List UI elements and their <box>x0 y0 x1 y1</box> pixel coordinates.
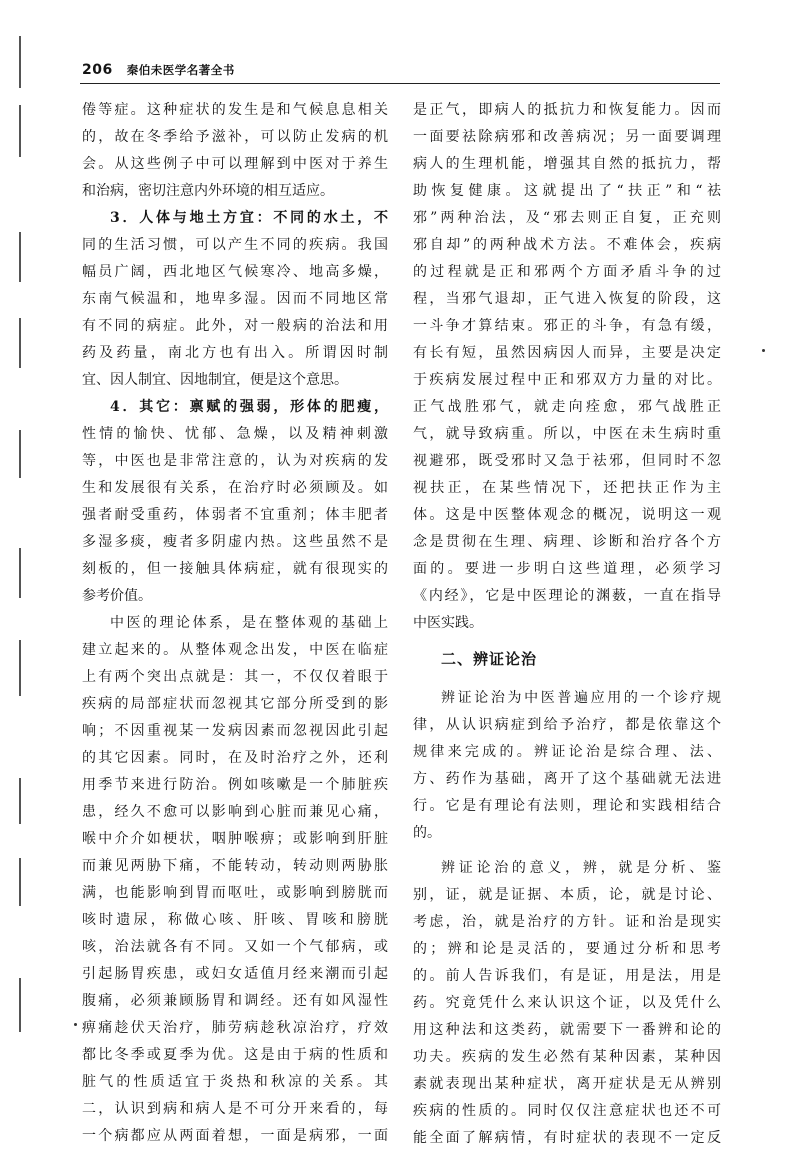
text-line: 的，故在冬季给予滋补，可以防止发病的机 <box>82 129 388 145</box>
text-line: 气，就导致病重。所以，中医在未生病时重 <box>413 426 721 442</box>
right-column <box>413 97 721 1152</box>
left-column <box>82 97 388 1150</box>
header-rule <box>80 83 720 84</box>
book-title: 秦伯未医学名著全书 <box>126 63 235 77</box>
binding-mark-3 <box>19 232 21 282</box>
binding-mark-6 <box>19 548 21 598</box>
text-line: 强者耐受重药，体弱者不宜重剂；体丰肥者 <box>82 507 388 523</box>
text-line: 倦等症。这种症状的发生是和气候息息相关 <box>82 102 388 118</box>
stray-dot <box>762 349 765 352</box>
text-line: 幅员广阔，西北地区气候寒冷、地高多燥， <box>82 264 388 280</box>
text-line: 中医实践。 <box>413 615 483 631</box>
text-line: 建立起来的。从整体观念出发，中医在临症 <box>82 642 388 658</box>
text-line: 腹痛，必须兼顾肠胃和调经。还有如风湿性 <box>82 993 388 1009</box>
text-line: 咳，治法就各有不同。又如一个气郁病，或 <box>82 939 388 955</box>
text-line: 刻板的，但一接触具体病症，就有很现实的 <box>82 561 388 577</box>
text-line: 的。 <box>413 825 441 841</box>
text-line: 二，认识到病和病人是不可分开来看的，每 <box>82 1101 388 1117</box>
text-line: 痹痛趁伏天治疗，肺劳病趁秋凉治疗，疗效 <box>82 1020 388 1036</box>
text-line: 功夫。疾病的发生必然有某种因素，某种因 <box>413 1049 721 1065</box>
text-line: 的其它因素。同时，在及时治疗之外，还利 <box>82 750 388 766</box>
text-line: 东南气候温和，地卑多湿。因而不同地区常 <box>82 291 388 307</box>
text-line: 脏气的性质适宜于炎热和秋凉的关系。其 <box>82 1074 388 1090</box>
binding-mark-10 <box>19 978 21 1032</box>
text-line: 规律来完成的。辨证论治是综合理、法、 <box>413 744 721 760</box>
text-line: 3．人体与地土方宜：不同的水土，不 <box>110 210 388 226</box>
paragraph-gap <box>413 847 721 855</box>
text-line: 辨证论治为中医普遍应用的一个诊疗规 <box>441 690 721 706</box>
text-line: 视避邪，既受邪时又急于祛邪，但同时不忽 <box>413 453 721 469</box>
text-line: 考虑，治，就是治疗的方针。证和治是现实 <box>413 914 721 930</box>
text-line: 都比冬季或夏季为优。这是由于病的性质和 <box>82 1047 388 1063</box>
text-line: 满，也能影响到胃而呕吐，或影响到膀胱而 <box>82 885 388 901</box>
text-line: 方、药作为基础，离开了这个基础就无法进 <box>413 771 721 787</box>
text-line: 同的生活习惯，可以产生不同的疾病。我国 <box>82 237 388 253</box>
text-line: 辨证论治的意义，辨，就是分析、鉴 <box>441 860 721 876</box>
binding-mark-7 <box>19 640 21 696</box>
binding-mark-9 <box>19 858 21 906</box>
page-number: 206 <box>82 62 113 78</box>
section-heading: 二、辨证论治 <box>441 650 538 668</box>
text-line: 响；不因重视某一发病因素而忽视因此引起 <box>82 723 388 739</box>
text-line: 有长有短，虽然因病因人而异，主要是决定 <box>413 345 721 361</box>
text-line: 多湿多痰，瘦者多阴虚内热。这些虽然不是 <box>82 534 388 550</box>
stray-dot <box>74 1023 77 1026</box>
text-line: 别，证，就是证据、本质，论，就是讨论、 <box>413 887 721 903</box>
text-line: 是正气，即病人的抵抗力和恢复能力。因而 <box>413 102 721 118</box>
text-line: 咳时遗尿，称做心咳、肝咳、胃咳和膀胱 <box>82 912 388 928</box>
text-line: 宜、因人制宜、因地制宜，便是这个意思。 <box>82 372 348 388</box>
text-line: 程，当邪气退却，正气进入恢复的阶段，这 <box>413 291 721 307</box>
text-line: 用季节来进行防治。例如咳嗽是一个肺脏疾 <box>82 777 388 793</box>
binding-mark-8 <box>19 778 21 824</box>
binding-mark-4 <box>19 318 21 368</box>
text-line: 邪”两种治法，及“邪去则正自复，正充则 <box>413 210 721 226</box>
text-line: 生和发展很有关系，在治疗时必须顾及。如 <box>82 480 388 496</box>
text-line: 参考价值。 <box>82 588 152 604</box>
text-line: 能全面了解病情，有时症状的表现不一定反 <box>413 1130 721 1146</box>
text-line: 的；辨和论是灵活的，要通过分析和思考 <box>413 941 721 957</box>
text-line: 面的。要进一步明白这些道理，必须学习 <box>413 561 721 577</box>
text-line: 体。这是中医整体观念的概况，说明这一观 <box>413 507 721 523</box>
binding-mark-2 <box>19 105 21 157</box>
text-line: 引起肠胃疾患，或妇女适值月经来潮而引起 <box>82 966 388 982</box>
binding-mark-5 <box>19 430 21 478</box>
text-line: 患，经久不愈可以影响到心脏而兼见心痛， <box>82 804 388 820</box>
text-line: 药。究竟凭什么来认识这个证，以及凭什么 <box>413 995 721 1011</box>
text-line: 一斗争才算结束。邪正的斗争，有急有缓， <box>413 318 721 334</box>
text-line: 一面要祛除病邪和改善病况；另一面要调理 <box>413 129 721 145</box>
text-line: 喉中介介如梗状，咽肿喉痹；或影响到肝脏 <box>82 831 388 847</box>
text-line: 行。它是有理论有法则，理论和实践相结合 <box>413 798 721 814</box>
text-line: 疾病的局部症状而忽视其它部分所受到的影 <box>82 696 388 712</box>
text-line: 和治病，密切注意内外环境的相互适应。 <box>82 183 334 199</box>
text-line: 会。从这些例子中可以理解到中医对于养生 <box>82 156 388 172</box>
text-line: 而兼见两胁下痛，不能转动，转动则两胁胀 <box>82 858 388 874</box>
text-line: 的。前人告诉我们，有是证，用是法，用是 <box>413 968 721 984</box>
text-line: 一个病都应从两面着想，一面是病邪，一面 <box>82 1128 388 1144</box>
text-line: 用这种法和这类药，就需要下一番辨和论的 <box>413 1022 721 1038</box>
text-line: 有不同的病症。此外，对一般病的治法和用 <box>82 318 388 334</box>
text-line: 正气战胜邪气，就走向痊愈，邪气战胜正 <box>413 399 721 415</box>
text-line: 素就表现出某种症状，离开症状是无从辨别 <box>413 1076 721 1092</box>
text-line: 疾病的性质的。同时仅仅注意症状也还不可 <box>413 1103 721 1119</box>
text-line: 助恢复健康。这就提出了“扶正”和“祛 <box>413 183 721 199</box>
text-line: 律，从认识病症到给予治疗，都是依靠这个 <box>413 717 721 733</box>
text-line: 于疾病发展过程中正和邪双方力量的对比。 <box>413 372 721 388</box>
text-line: 视扶正，在某些情况下，还把扶正作为主 <box>413 480 721 496</box>
text-line: 药及药量，南北方也有出入。所谓因时制 <box>82 345 388 361</box>
text-line: 《内经》，它是中医理论的渊薮，一直在指导 <box>413 588 721 604</box>
text-line: 等，中医也是非常注意的，认为对疾病的发 <box>82 453 388 469</box>
text-line: 中医的理论体系，是在整体观的基础上 <box>110 615 388 631</box>
text-line: 病人的生理机能，增强其自然的抵抗力，帮 <box>413 156 721 172</box>
text-line: 上有两个突出点就是：其一，不仅仅着眼于 <box>82 669 388 685</box>
text-line: 邪自却”的两种战术方法。不难体会，疾病 <box>413 237 721 253</box>
text-line: 4．其它：禀赋的强弱，形体的肥瘦， <box>110 399 388 415</box>
text-line: 念是贯彻在生理、病理、诊断和治疗各个方 <box>413 534 721 550</box>
text-line: 的过程就是正和邪两个方面矛盾斗争的过 <box>413 264 721 280</box>
text-line: 性情的愉快、忧郁、急燥，以及精神刺激 <box>82 426 388 442</box>
page-header <box>82 59 382 81</box>
binding-mark-1 <box>19 36 21 88</box>
